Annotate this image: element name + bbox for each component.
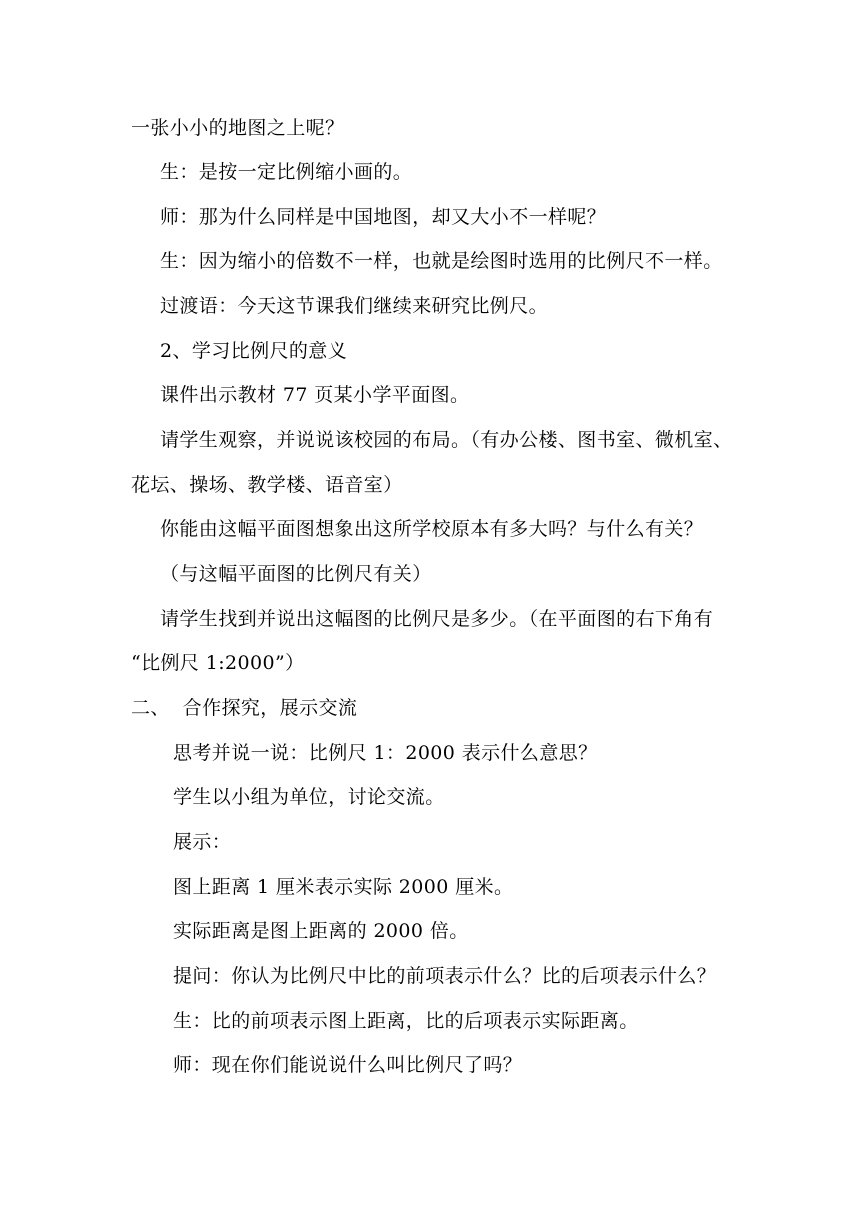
text-line: 学生以小组为单位，讨论交流。 [173, 786, 445, 808]
text-line: （与这幅平面图的比例尺有关） [160, 563, 432, 585]
text-line: 生：比的前项表示图上距离，比的后项表示实际距离。 [173, 1010, 639, 1032]
text-line: 一张小小的地图之上呢？ [131, 117, 345, 139]
text-line: 提问：你认为比例尺中比的前项表示什么？比的后项表示什么？ [173, 965, 717, 987]
text-line: 请学生观察，并说说该校园的布局。（有办公楼、图书室、微机室、 [160, 429, 733, 451]
text-line: 思考并说一说：比例尺 1：2000 表示什么意思？ [173, 742, 598, 764]
text-line: 你能由这幅平面图想象出这所学校原本有多大吗？与什么有关？ [160, 518, 704, 540]
text-line: 生：因为缩小的倍数不一样，也就是绘图时选用的比例尺不一样。 [160, 250, 723, 272]
text-line: 师：现在你们能说说什么叫比例尺了吗？ [173, 1054, 523, 1076]
text-line: 请学生找到并说出这幅图的比例尺是多少。（在平面图的右下角有 [160, 608, 714, 630]
section-heading: 二、 合作探究，展示交流 [131, 697, 358, 719]
text-line: 生：是按一定比例缩小画的。 [160, 161, 413, 183]
text-line: 花坛、操场、教学楼、语音室） [131, 474, 403, 496]
text-line: 展示： [173, 831, 232, 853]
text-line: 师：那为什么同样是中国地图，却又大小不一样呢？ [160, 206, 607, 228]
section-heading: 2、学习比例尺的意义 [160, 340, 348, 362]
text-line: 课件出示教材 77 页某小学平面图。 [160, 384, 470, 406]
text-line: “比例尺 1:2000”） [131, 652, 305, 674]
text-line: 图上距离 1 厘米表示实际 2000 厘米。 [173, 876, 514, 898]
text-line: 过渡语：今天这节课我们继续来研究比例尺。 [160, 295, 549, 317]
text-line: 实际距离是图上距离的 2000 倍。 [173, 920, 469, 942]
